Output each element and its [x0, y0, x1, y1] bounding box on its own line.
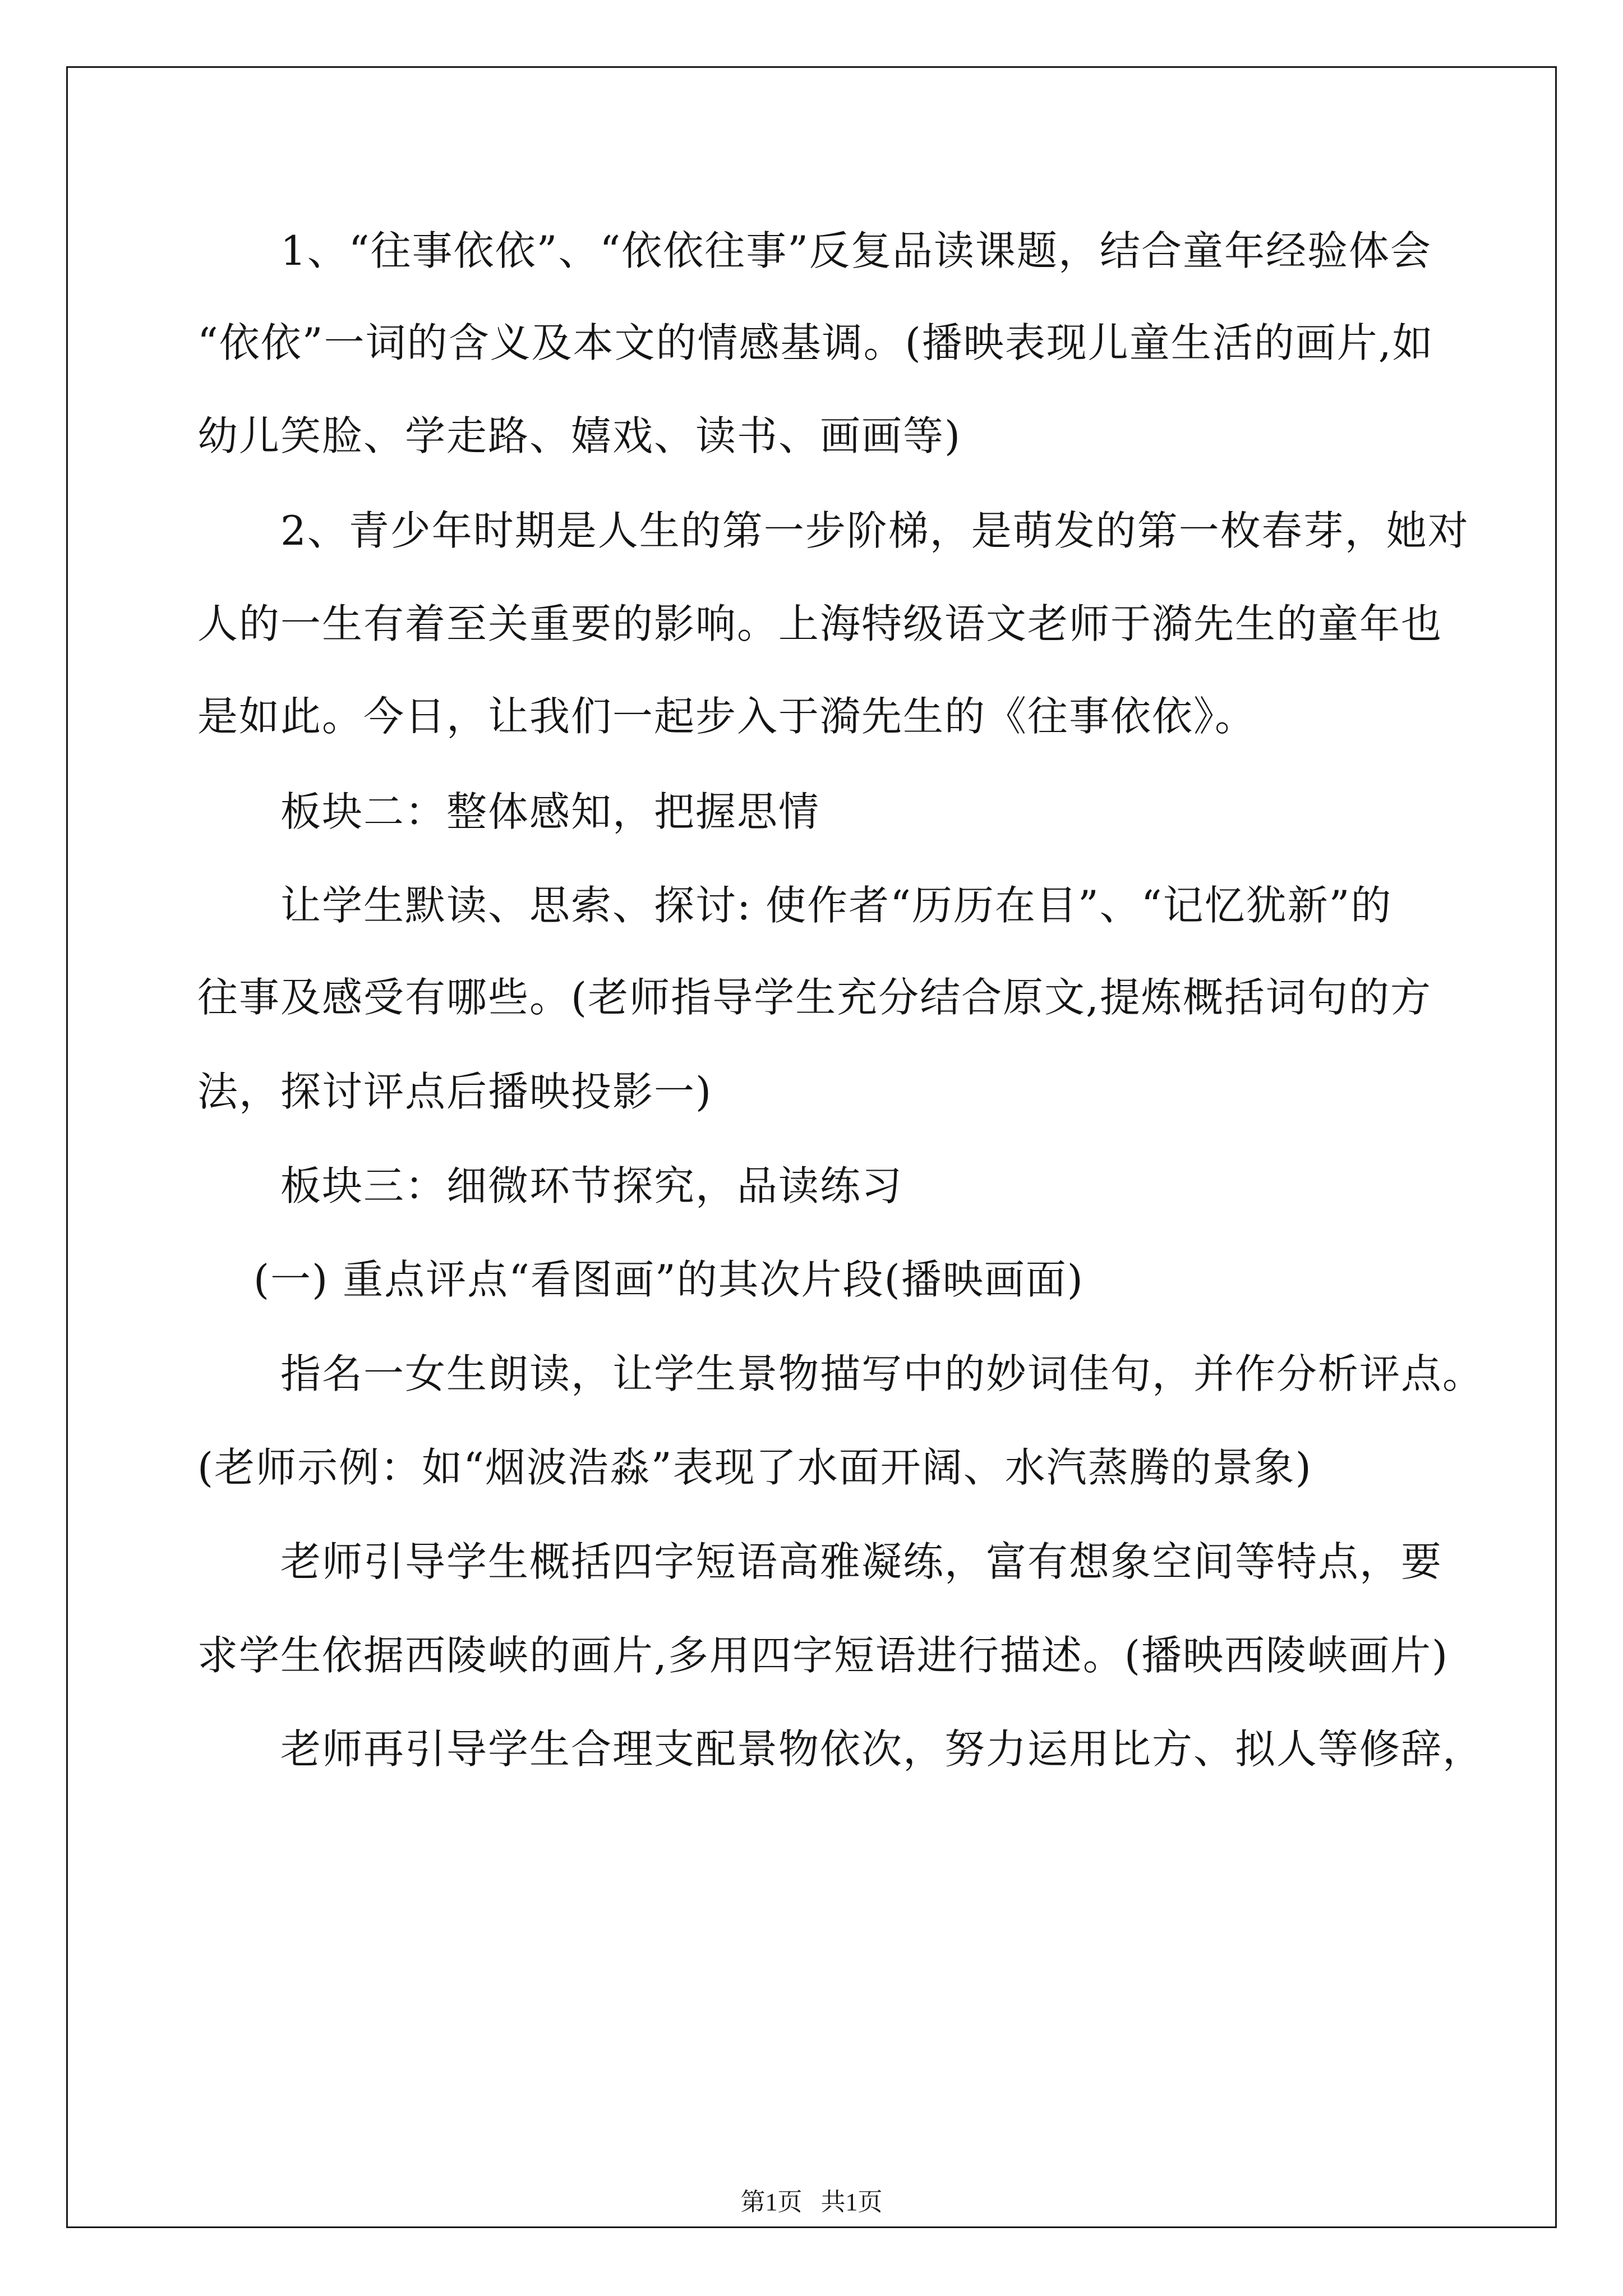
paragraph-line-9: 往事及感受有哪些。(老师指导学生充分结合原文,提炼概括词句的方: [197, 974, 1432, 1021]
paragraph-line-1: 1、“往事依依”、“依依往事”反复品读课题，结合童年经验体会: [280, 227, 1432, 274]
paragraph-line-10: 法，探讨评点后播映投影一): [197, 1068, 713, 1115]
paragraph-line-2: “依依”一词的含义及本文的情感基调。(播映表现儿童生活的画片,如: [197, 319, 1434, 366]
paragraph-line-4: 2、青少年时期是人生的第一步阶梯，是萌发的第一枚春芽，她对: [280, 507, 1469, 554]
section-heading-3: 板块三：细微环节探究，品读练习: [280, 1162, 903, 1209]
paragraph-line-15: 老师引导学生概括四字短语高雅凝练，富有想象空间等特点，要: [280, 1538, 1443, 1585]
paragraph-line-6: 是如此。今日，让我们一起步入于漪先生的《往事依依》。: [197, 693, 1257, 740]
paragraph-line-8: 让学生默读、思索、探讨: 使作者“历历在目”、“记忆犹新”的: [280, 882, 1393, 929]
page-number-footer: 第1页 共1页: [740, 2188, 883, 2216]
paragraph-line-3: 幼儿笑脸、学走路、嬉戏、读书、画画等): [197, 412, 962, 459]
section-heading-2: 板块二：整体感知，把握思情: [280, 788, 820, 835]
paragraph-line-13: 指名一女生朗读，让学生景物描写中的妙词佳句，并作分析评点。: [280, 1350, 1484, 1397]
page-border: [66, 66, 1557, 2228]
paragraph-line-14: (老师示例：如“烟波浩淼”表现了水面开阔、水汽蒸腾的景象): [197, 1444, 1312, 1491]
subsection-heading-1: (一) 重点评点“看图画”的其次片段(播映画面): [253, 1256, 1084, 1303]
paragraph-line-5: 人的一生有着至关重要的影响。上海特级语文老师于漪先生的童年也: [197, 600, 1443, 647]
paragraph-line-16: 求学生依据西陵峡的画片,多用四字短语进行描述。(播映西陵峡画片): [197, 1632, 1449, 1679]
paragraph-line-17: 老师再引导学生合理支配景物依次，努力运用比方、拟人等修辞，: [280, 1726, 1484, 1773]
